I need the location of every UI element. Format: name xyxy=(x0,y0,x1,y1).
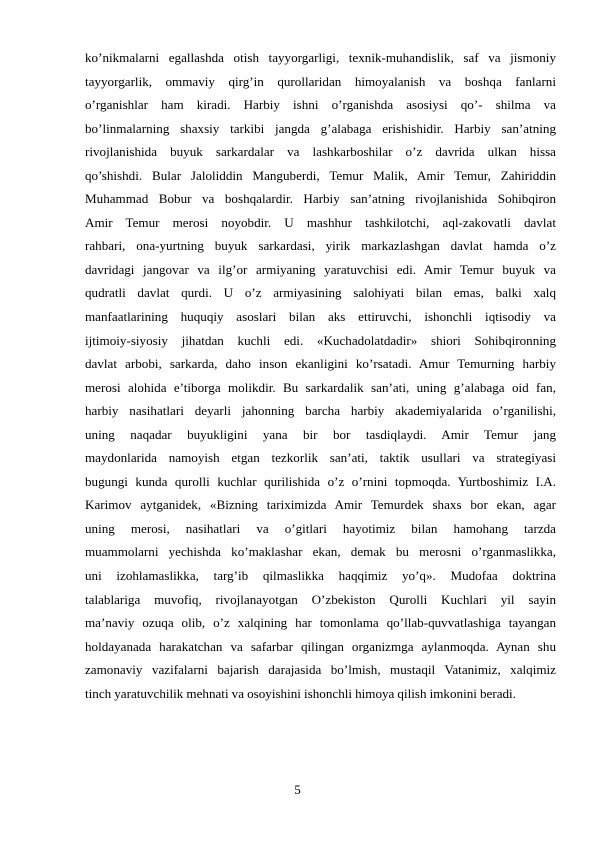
text-line: qudratli davlat qurdi. U o’z armiyasining salohiyati bilan emas, balki xalq xyxy=(85,285,556,301)
text-line: bo’linmalarning shaxsiy tarkibi jangda g’alabaga erishishidir. Harbiy san’atning xyxy=(85,120,556,136)
text-line: tinch yaratuvchilik mehnati va osoyishini ishonchli himoya qilish imkonini beradi. xyxy=(85,685,516,701)
text-line: ijtimoiy-siyosiy jihatdan kuchli edi. «Kuchadolatdadir» shiori Sohibqironning xyxy=(85,332,556,348)
text-line: zamonaviy vazifalarni bajarish darajasida bo’lmish, mustaqil Vatanimiz, xalqimiz xyxy=(85,662,556,678)
text-line: davridagi jangovar va ilg’or armiyaning yaratuvchisi edi. Amir Temur buyuk va xyxy=(85,261,556,277)
text-line: merosi alohida e’tiborga molikdir. Bu sarkardalik san’ati, uning g’alabaga oid fan, xyxy=(85,379,556,395)
text-line: uni izohlamaslikka, targ’ib qilmaslikka haqqimiz yo’q». Mudofaa doktrina xyxy=(85,568,556,584)
text-line: Muhammad Bobur va boshqalardir. Harbiy san’atning rivojlanishida Sohibqiron xyxy=(85,191,556,207)
text-line: ma’naviy ozuqa olib, o’z xalqining har tomonlama qo’llab-quvvatlashiga tayangan xyxy=(85,615,556,631)
text-line: talablariga muvofiq, rivojlanayotgan O’zbekiston Qurolli Kuchlari yil sayin xyxy=(85,591,556,607)
text-line: qo’shishdi. Bular Jaloliddin Manguberdi, Temur Malik, Amir Temur, Zahiriddin xyxy=(85,167,556,183)
text-line: Amir Temur merosi noyobdir. U mashhur tashkilotchi, aql-zakovatli davlat xyxy=(85,214,556,230)
text-line: rahbari, ona-yurtning buyuk sarkardasi, yirik markazlashgan davlat hamda o’z xyxy=(85,238,556,254)
text-line: uning merosi, nasihatlari va o’gitlari hayotimiz bilan hamohang tarzda xyxy=(85,520,556,536)
body-paragraph xyxy=(85,46,556,705)
text-line: harbiy nasihatlari deyarli jahonning barcha harbiy akademiyalarida o’rganilishi, xyxy=(85,403,556,419)
text-line: manfaatlarining huquqiy asoslari bilan aks ettiruvchi, ishonchli iqtisodiy va xyxy=(85,309,556,325)
text-line: maydonlarida namoyish etgan tezkorlik san’ati, taktik usullari va strategiyasi xyxy=(85,450,556,466)
text-line: tayyorgarlik, ommaviy qirg’in qurollaridan himoyalanish va boshqa fanlarni xyxy=(85,73,556,89)
text-line: Karimov aytganidek, «Bizning tariximizda Amir Temurdek shaxs bor ekan, agar xyxy=(85,497,556,513)
text-line: muammolarni yechishda ko’maklashar ekan, demak bu merosni o’rganmaslikka, xyxy=(85,544,556,560)
text-line: holdayanada harakatchan va safarbar qilingan organizmga aylanmoqda. Aynan shu xyxy=(85,638,556,654)
text-line: rivojlanishida buyuk sarkardalar va lashkarboshilar o’z davrida ulkan hissa xyxy=(85,144,556,160)
text-line: uning naqadar buyukligini yana bir bor tasdiqlaydi. Amir Temur jang xyxy=(85,426,556,442)
page-number: 5 xyxy=(294,782,301,797)
text-line: o’rganishlar ham kiradi. Harbiy ishni o’rganishda asosiysi qo’- shilma va xyxy=(85,97,556,113)
text-line: ko’nikmalarni egallashda otish tayyorgarligi, texnik-muhandislik, saf va jismoniy xyxy=(85,50,556,65)
text-line: davlat arbobi, sarkarda, daho inson ekanligini ko’rsatadi. Amur Temurning harbiy xyxy=(85,356,556,372)
text-line: bugungi kunda qurolli kuchlar qurilishida o’z o’rnini topmoqda. Yurtboshimiz I.A. xyxy=(85,473,556,489)
